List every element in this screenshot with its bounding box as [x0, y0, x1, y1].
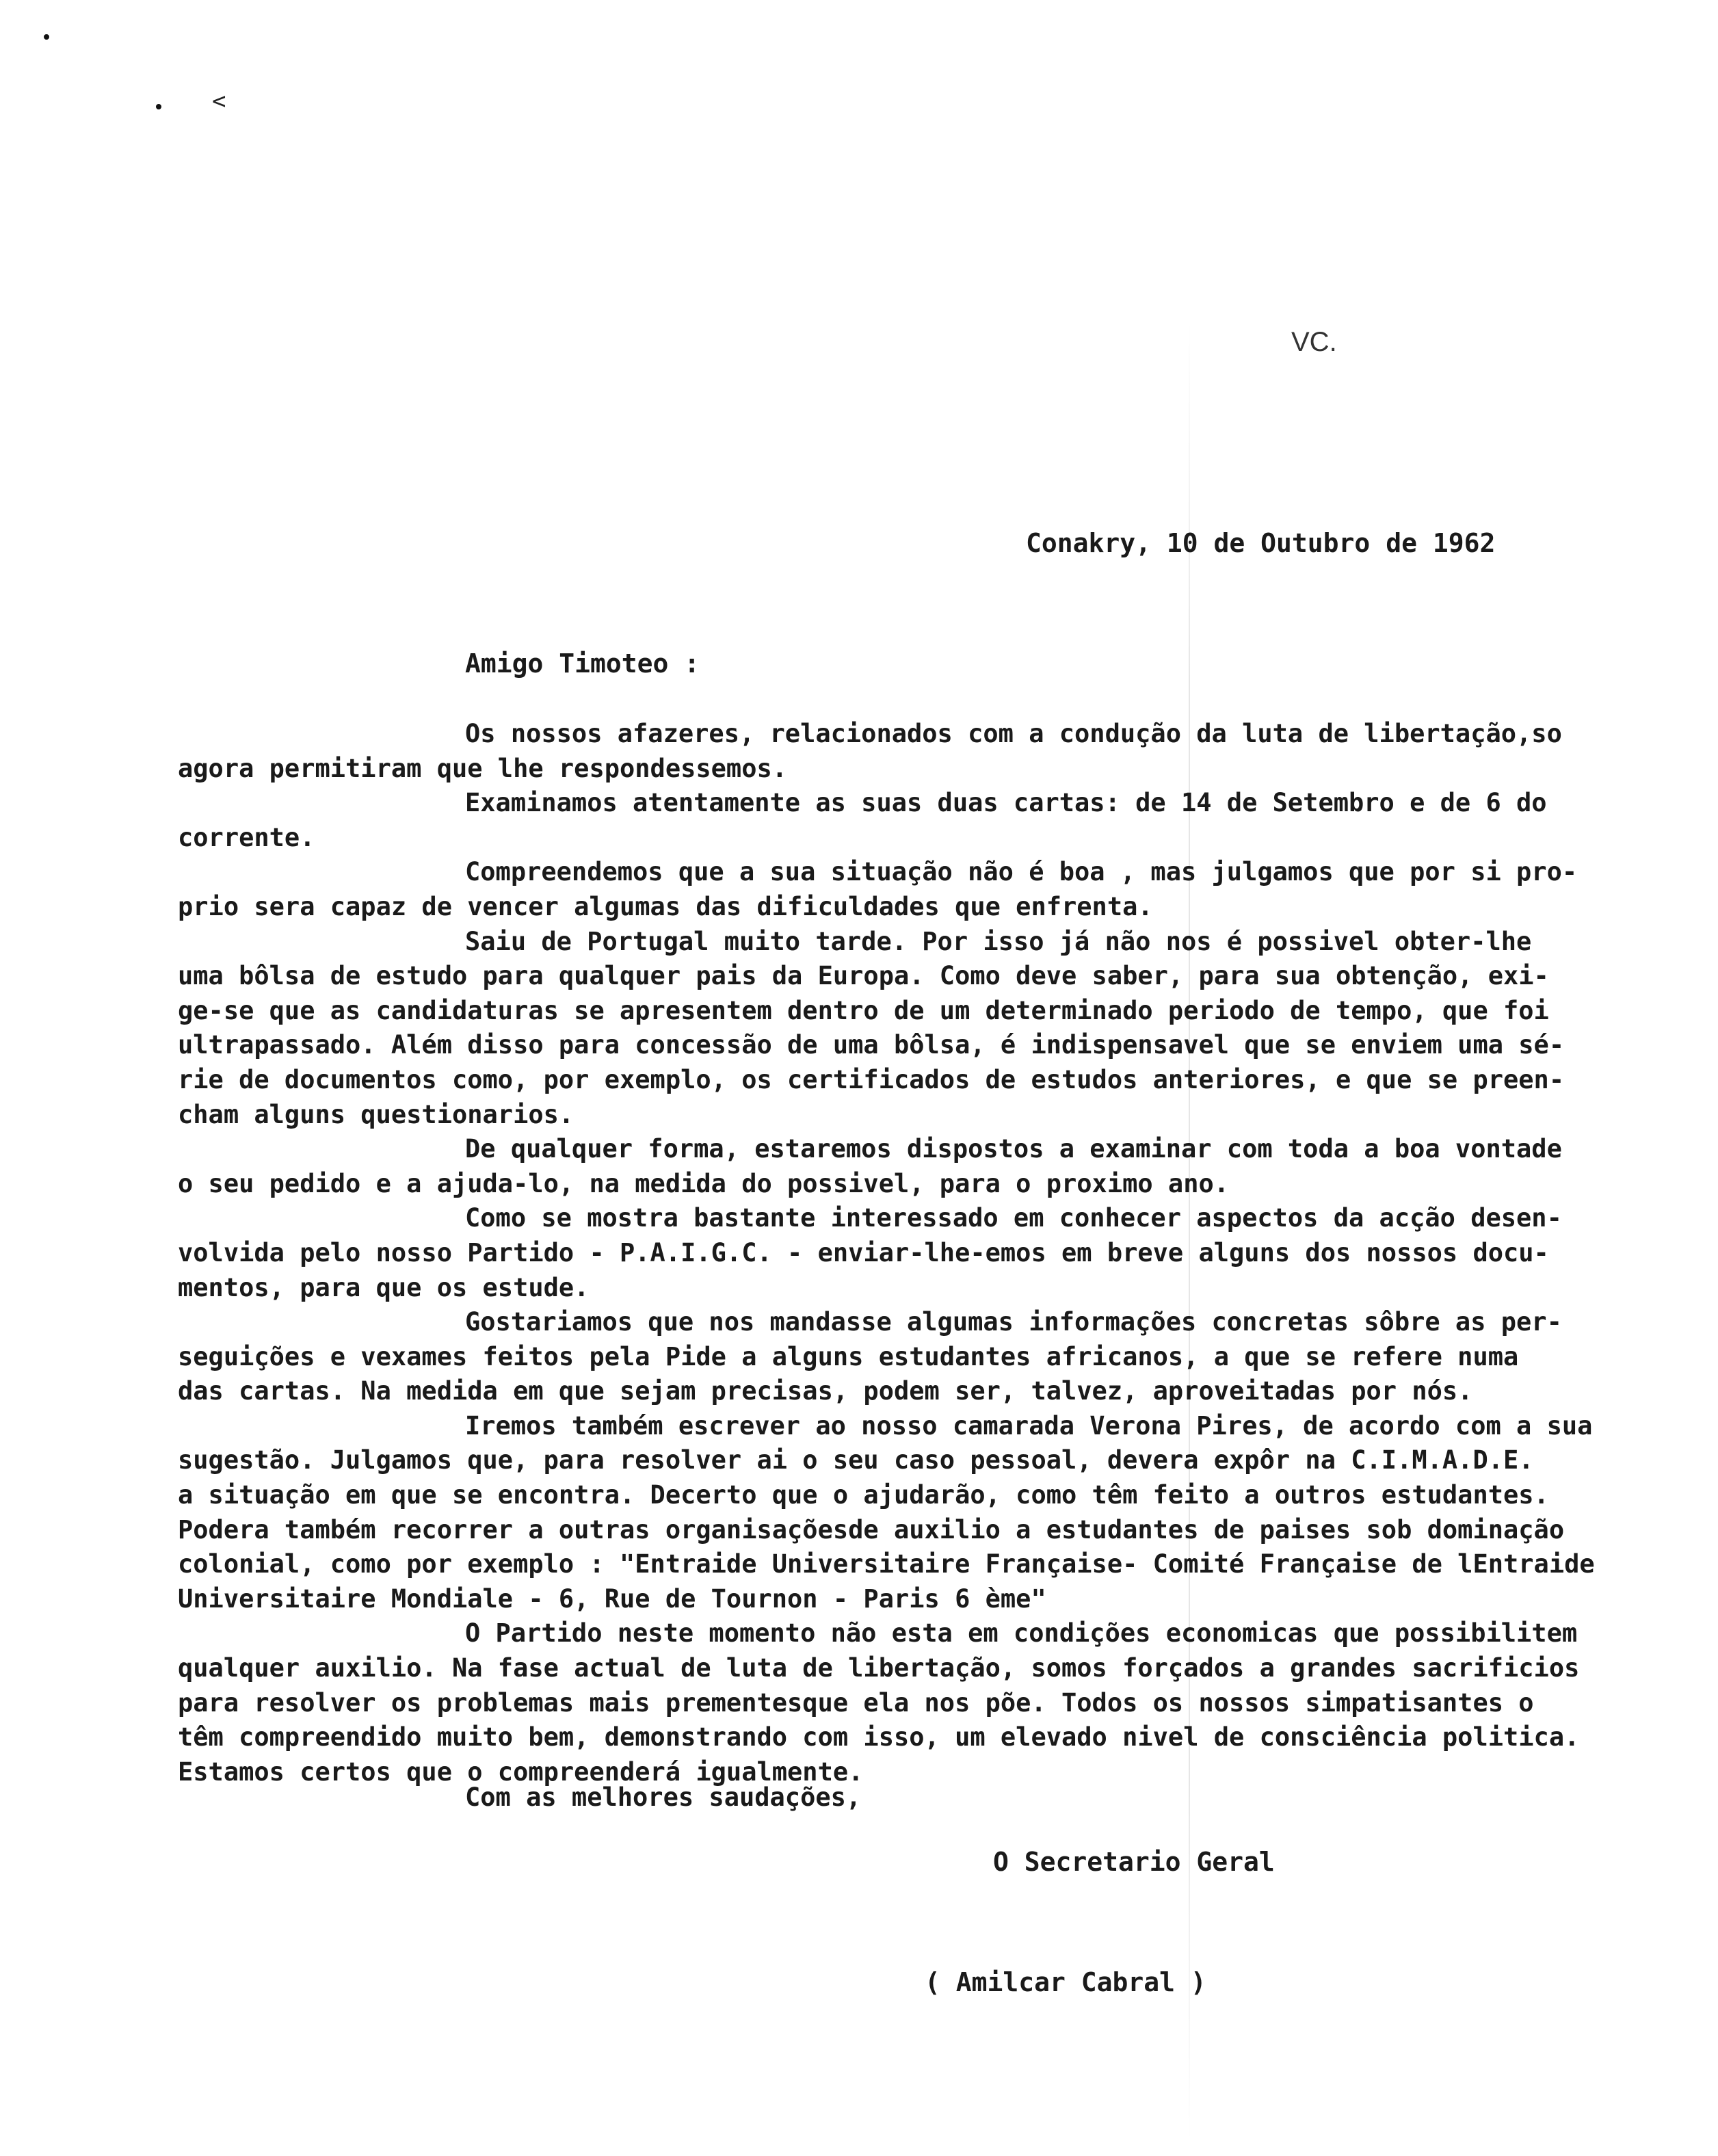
letter-dateline: Conakry, 10 de Outubro de 1962	[1026, 528, 1496, 558]
letter-body-line: sugestão. Julgamos que, para resolver ai o seu caso pessoal, devera expôr na C.I.M.A.D.E.	[178, 1445, 1534, 1475]
letter-body-line: Iremos também escrever ao nosso camarada Verona Pires, de acordo com a sua	[465, 1410, 1593, 1441]
letter-body-line: têm compreendido muito bem, demonstrando com isso, um elevado nivel de consciência politica.	[178, 1722, 1580, 1752]
letter-body-line: rie de documentos como, por exemplo, os certificados de estudos anteriores, e que se preen-	[178, 1064, 1565, 1094]
signature-title: O Secretario Geral	[993, 1847, 1275, 1877]
letter-body-line: para resolver os problemas mais prementesque ela nos põe. Todos os nossos simpatisantes o	[178, 1687, 1534, 1718]
letter-body-line: Estamos certos que o compreenderá igualmente.	[178, 1757, 864, 1787]
signature-name: ( Amilcar Cabral )	[925, 1967, 1206, 1997]
letter-body	[178, 717, 1655, 1789]
letter-body-line: mentos, para que os estude.	[178, 1272, 590, 1302]
letter-body-line: ge-se que as candidaturas se apresentem dentro de um determinado periodo de tempo, que foi	[178, 995, 1549, 1025]
letter-body-line: colonial, como por exemplo : "Entraide Universitaire Française- Comité Française de lEntraide	[178, 1549, 1595, 1579]
letter-body-line: volvida pelo nosso Partido - P.A.I.G.C. - enviar-lhe-emos em breve alguns dos nossos docu-	[178, 1237, 1549, 1267]
letter-body-line: Os nossos afazeres, relacionados com a condução da luta de libertação,so	[465, 719, 1562, 748]
letter-body-line: Gostariamos que nos mandasse algumas informações concretas sôbre as per-	[465, 1307, 1562, 1337]
letter-body-line: Como se mostra bastante interessado em conhecer aspectos da acção desen-	[465, 1203, 1562, 1233]
letter-body-line: o seu pedido e a ajuda-lo, na medida do possivel, para o proximo ano.	[178, 1168, 1230, 1198]
letter-body-line: seguições e vexames feitos pela Pide a alguns estudantes africanos, a que se refere numa	[178, 1341, 1519, 1371]
letter-body-line: a situação em que se encontra. Decerto que o ajudarão, como têm feito a outros estudantes.	[178, 1480, 1549, 1510]
letter-body-line: Compreendemos que a sua situação não é boa , mas julgamos que por si pro-	[465, 857, 1578, 887]
letter-body-line: qualquer auxilio. Na fase actual de luta de libertação, somos forçados a grandes sacrificios	[178, 1653, 1580, 1683]
letter-body-line: Examinamos atentamente as suas duas cartas: de 14 de Setembro e de 6 do	[465, 788, 1547, 818]
handwritten-initials: VC.	[1291, 327, 1337, 357]
letter-body-line: prio sera capaz de vencer algumas das dificuldades que enfrenta.	[178, 891, 1153, 921]
letter-body-line: corrente.	[178, 822, 315, 852]
letter-body-line: Podera também recorrer a outras organisaçõesde auxilio a estudantes de paises sob dominação	[178, 1514, 1565, 1544]
letter-body-line: De qualquer forma, estaremos dispostos a examinar com toda a boa vontade	[465, 1134, 1562, 1164]
letter-body-line: agora permitiram que lhe respondessemos.	[178, 753, 788, 783]
letter-body-line: uma bôlsa de estudo para qualquer pais da Europa. Como deve saber, para sua obtenção, exi-	[178, 961, 1549, 991]
ink-speck	[156, 104, 161, 109]
letter-body-line: cham alguns questionarios.	[178, 1099, 574, 1129]
letter-body-line: ultrapassado. Além disso para concessão de uma bôlsa, é indispensavel que se enviem uma sé-	[178, 1030, 1565, 1060]
letter-body-line: Universitaire Mondiale - 6, Rue de Tournon - Paris 6 ème"	[178, 1583, 1046, 1614]
letter-body-line: Saiu de Portugal muito tarde. Por isso já não nos é possivel obter-lhe	[465, 926, 1532, 956]
letter-closing: Com as melhores saudações,	[465, 1783, 862, 1812]
ink-speck	[44, 34, 49, 40]
letter-body-line: das cartas. Na medida em que sejam precisas, podem ser, talvez, aproveitadas por nós.	[178, 1376, 1473, 1406]
handwritten-mark: <	[212, 88, 226, 115]
letter-salutation: Amigo Timoteo :	[465, 648, 700, 679]
letter-body-line: O Partido neste momento não esta em condições economicas que possibilitem	[465, 1618, 1578, 1648]
